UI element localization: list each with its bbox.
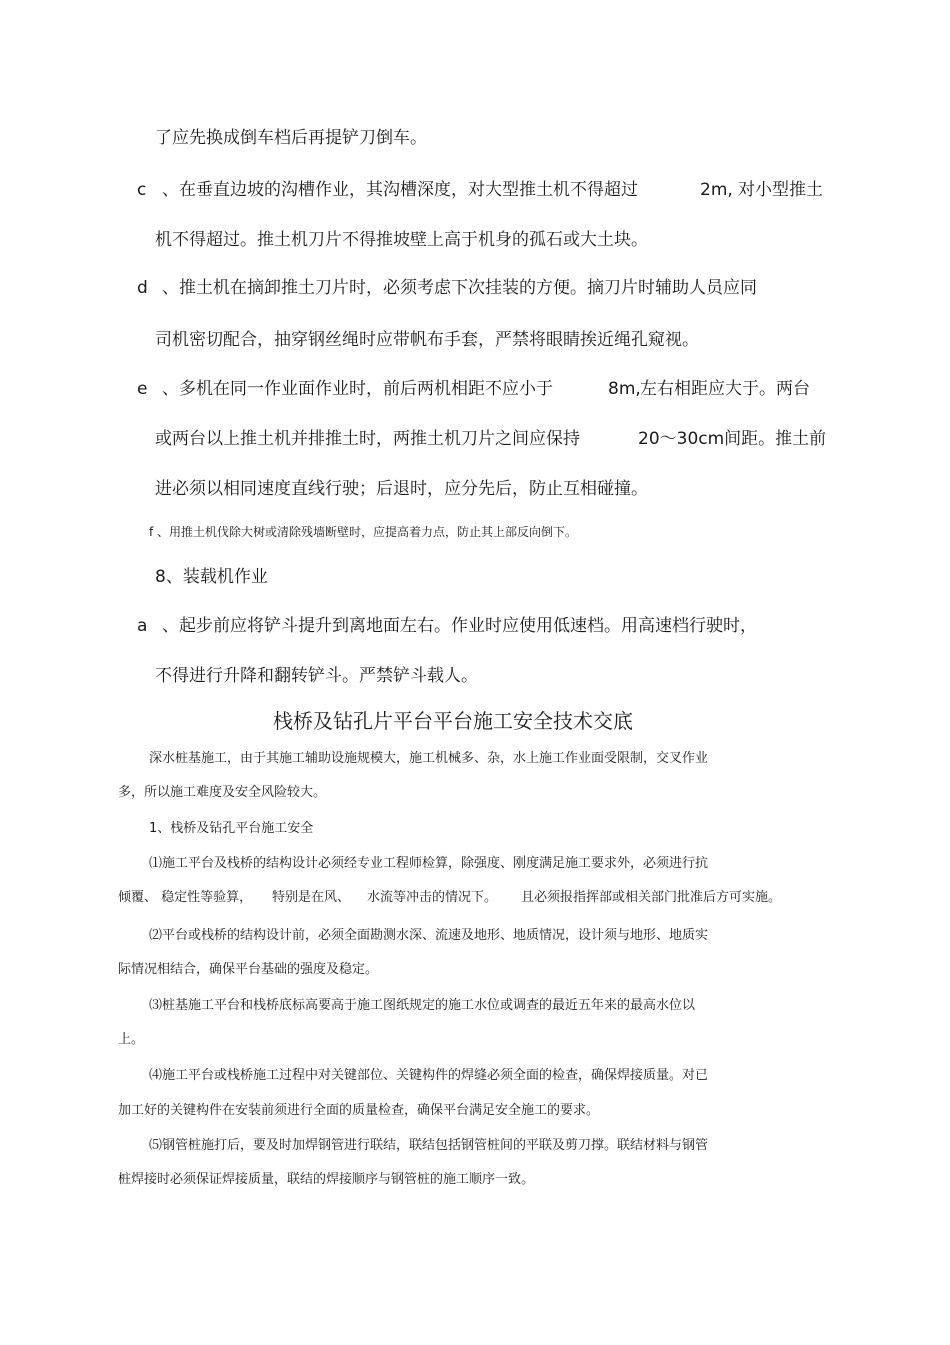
text-line: 加工好的关键构件在安装前须进行全面的质量检查，确保平台满足安全施工的要求。 xyxy=(118,1103,600,1118)
item-label-a: a xyxy=(137,616,148,636)
text-line: 、起步前应将铲斗提升到离地面左右。作业时应使用低速档。用高速档行驶时， xyxy=(162,616,757,636)
text-line: 、推土机在摘卸推土刀片时，必须考虑下次挂装的方便。摘刀片时辅助人员应同 xyxy=(162,278,757,298)
text-line: 对小型推土 xyxy=(738,180,823,200)
text-line: 司机密切配合，抽穿钢丝绳时应带帆布手套，严禁将眼睛挨近绳孔窥视。 xyxy=(155,330,699,350)
value-text: 8m, xyxy=(608,379,641,399)
text-line: 不得进行升降和翻转铲斗。严禁铲斗载人。 xyxy=(155,666,478,686)
text-line: 了应先换成倒车档后再提铲刀倒车。 xyxy=(155,128,427,148)
text-line: f 、用推土机伐除大树或清除残墙断壁时，应提高着力点，防止其上部反向倒下。 xyxy=(149,525,578,539)
item-label-e: e xyxy=(137,379,148,399)
text-line: ⑸钢管桩施打后，要及时加焊钢管进行联结，联结包括钢管桩间的平联及剪刀撑。联结材料与钢管 xyxy=(149,1138,709,1153)
text-line: 、多机在同一作业面作业时，前后两机相距不应小于 xyxy=(162,379,553,399)
value-text: 2m, xyxy=(700,180,733,200)
text-line: 进必须以相同速度直线行驶；后退时，应分先后，防止互相碰撞。 xyxy=(155,479,648,499)
section-heading: 8、装载机作业 xyxy=(155,567,268,587)
text-line: 水流等冲击的情况下。 xyxy=(367,890,498,905)
item-label-c: c xyxy=(137,180,147,200)
text-line: 左右相距应大于。两台 xyxy=(640,379,810,399)
text-line: 机不得超过。推土机刀片不得推坡壁上高于机身的孤石或大土块。 xyxy=(155,230,648,250)
item-label-d: d xyxy=(137,278,148,298)
text-line: 多，所以施工难度及安全风险较大。 xyxy=(118,785,327,800)
text-line: ⑷施工平台或栈桥施工过程中对关键部位、关键构件的焊缝必须全面的检查，确保焊接质量。对已 xyxy=(149,1068,709,1083)
text-line: ⑴施工平台及栈桥的结构设计必须经专业工程师检算，除强度、刚度满足施工要求外，必须进行抗 xyxy=(149,856,709,871)
text-line: 桩焊接时必须保证焊接质量，联结的焊接顺序与钢管桩的施工顺序一致。 xyxy=(118,1172,535,1187)
section-heading: 1、栈桥及钻孔平台施工安全 xyxy=(149,821,314,836)
text-line: 深水桩基施工，由于其施工辅助设施规模大，施工机械多、杂，水上施工作业面受限制，交叉作业 xyxy=(149,751,709,766)
text-line: 且必须报指挥部或相关部门批准后方可实施。 xyxy=(521,890,782,905)
text-line: ⑵平台或栈桥的结构设计前，必须全面勘测水深、流速及地形、地质情况，设计须与地形、地质实 xyxy=(149,928,709,943)
text-line: 倾覆、 稳定性等验算， xyxy=(118,890,253,905)
text-line: ⑶桩基施工平台和栈桥底标高要高于施工图纸规定的施工水位或调查的最近五年来的最高水位以 xyxy=(149,998,696,1013)
document-title: 栈桥及钻孔片平台平台施工安全技术交底 xyxy=(273,709,633,733)
text-line: 、在垂直边坡的沟槽作业，其沟槽深度，对大型推土机不得超过 xyxy=(162,180,638,200)
text-line: 上。 xyxy=(118,1032,145,1047)
text-line: 或两台以上推土机并排推土时，两推土机刀片之间应保持 xyxy=(155,429,580,449)
text-line: 特别是在风、 xyxy=(272,890,351,905)
value-text: 20～30cm间距。推土前 xyxy=(638,429,827,449)
text-line: 际情况相结合，确保平台基础的强度及稳定。 xyxy=(118,962,379,977)
